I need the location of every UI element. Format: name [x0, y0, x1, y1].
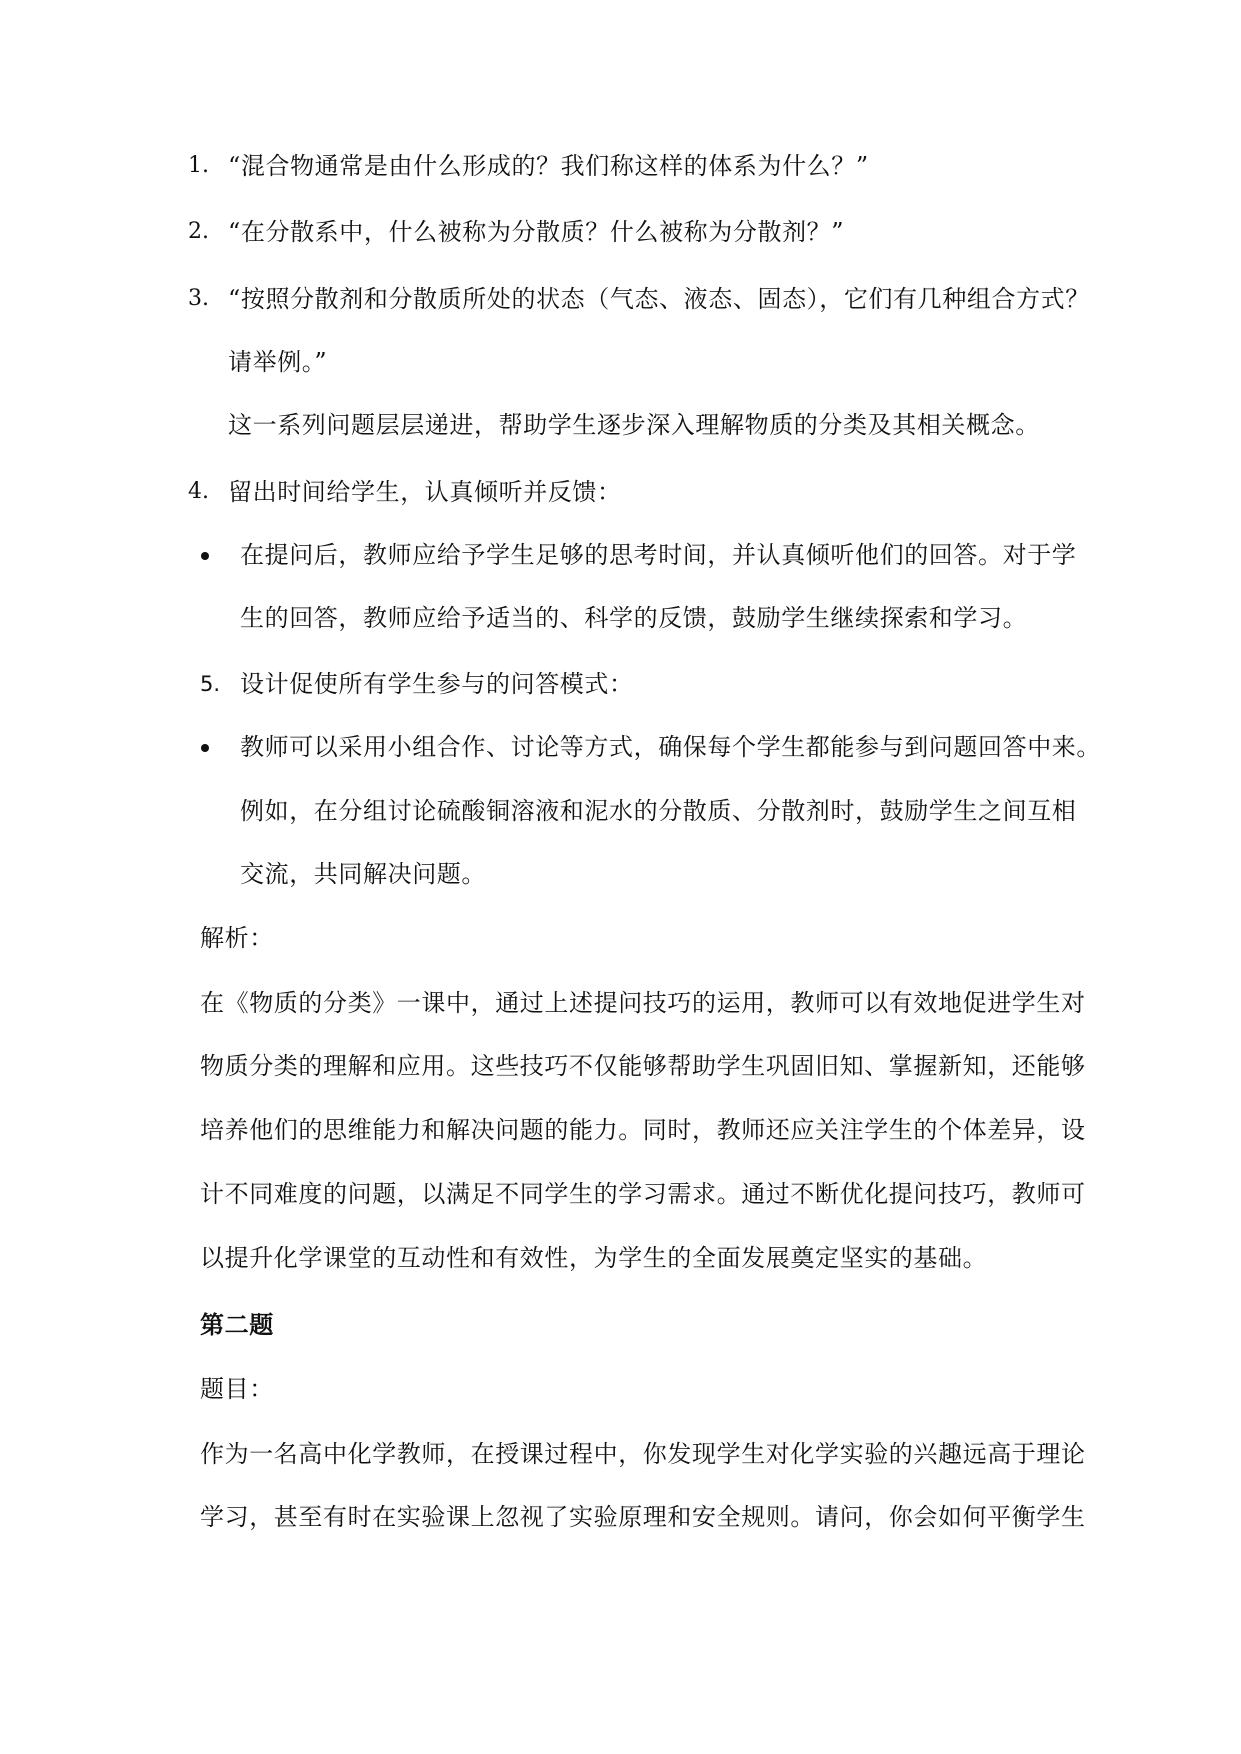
bullet-dot-icon: [201, 744, 209, 752]
list-item-3-text-line1: “按照分散剂和分散质所处的状态（气态、液态、固态），它们有几种组合方式？: [228, 285, 1090, 313]
analysis-paragraph-line: 培养他们的思维能力和解决问题的能力。同时，教师还应关注学生的个体差异，设: [200, 1116, 1086, 1144]
list-item-2-text: “在分散系中，什么被称为分散质？什么被称为分散剂？”: [228, 218, 845, 246]
analysis-paragraph-line: 以提升化学课堂的互动性和有效性，为学生的全面发展奠定坚实的基础。: [200, 1244, 988, 1272]
bullet-1-line1: 在提问后，教师应给予学生足够的思考时间，并认真倾听他们的回答。对于学: [240, 541, 1077, 569]
bullet-1-line2: 生的回答，教师应给予适当的、科学的反馈，鼓励学生继续探索和学习。: [240, 604, 1028, 632]
bullet-dot-icon: [201, 552, 209, 560]
analysis-paragraph-line: 在《物质的分类》一课中，通过上述提问技巧的运用，教师可以有效地促进学生对: [200, 989, 1086, 1017]
list-item-1-text: “混合物通常是由什么形成的？我们称这样的体系为什么？”: [228, 152, 869, 180]
analysis-paragraph-line: 物质分类的理解和应用。这些技巧不仅能够帮助学生巩固旧知、掌握新知，还能够: [200, 1052, 1086, 1080]
bullet-2-line2: 例如，在分组讨论硫酸铜溶液和泥水的分散质、分散剂时，鼓励学生之间互相: [240, 797, 1077, 825]
list-summary: 这一系列问题层层递进，帮助学生逐步深入理解物质的分类及其相关概念。: [228, 411, 1040, 439]
list-number-5: 5.: [200, 672, 221, 696]
list-number-3: 3.: [188, 286, 209, 311]
question-2-title: 第二题: [200, 1310, 274, 1339]
list-item-4-text: 留出时间给学生，认真倾听并反馈：: [228, 478, 622, 506]
list-item-3-text-line2: 请举例。”: [228, 348, 328, 376]
question-2-paragraph-line: 学习，甚至有时在实验课上忽视了实验原理和安全规则。请问，你会如何平衡学生: [200, 1503, 1086, 1531]
bullet-2-line1: 教师可以采用小组合作、讨论等方式，确保每个学生都能参与到问题回答中来。: [240, 733, 1101, 761]
analysis-heading: 解析：: [200, 924, 274, 952]
question-2-label: 题目：: [200, 1375, 274, 1403]
bullet-2-line3: 交流，共同解决问题。: [240, 860, 486, 888]
question-2-paragraph-line: 作为一名高中化学教师，在授课过程中，你发现学生对化学实验的兴趣远高于理论: [200, 1440, 1086, 1468]
list-number-1: 1.: [188, 153, 209, 178]
list-number-2: 2.: [188, 219, 209, 244]
list-number-4: 4.: [188, 479, 209, 504]
list-item-5-text: 设计促使所有学生参与的问答模式：: [240, 670, 634, 698]
analysis-paragraph-line: 计不同难度的问题，以满足不同学生的学习需求。通过不断优化提问技巧，教师可: [200, 1180, 1086, 1208]
